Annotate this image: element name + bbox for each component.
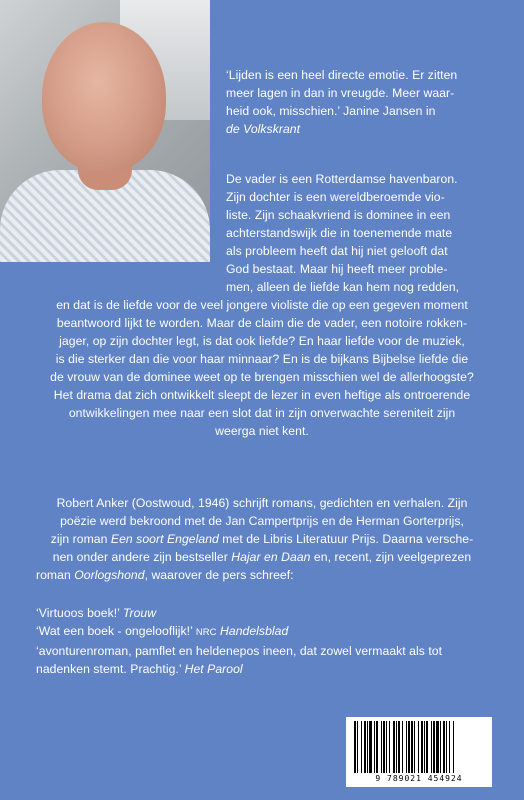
barcode-bar (453, 721, 454, 773)
barcode-bar (369, 721, 372, 773)
review-source: Trouw (122, 606, 157, 620)
barcode-bar (418, 721, 419, 773)
barcode-bars (354, 721, 484, 773)
barcode-bar (402, 721, 403, 773)
summary-line: en dat is de liefde voor de veel jongere violiste die op een gegeven moment (56, 298, 468, 312)
barcode-bar (386, 721, 387, 773)
isbn-barcode (346, 717, 492, 787)
barcode-bar (433, 721, 435, 773)
barcode-bar (361, 721, 362, 773)
summary-line: weerga niet kent. (215, 424, 309, 438)
barcode-bar (354, 721, 356, 773)
barcode-bar (411, 721, 413, 773)
review-source: Handelsblad (220, 624, 289, 638)
bio-line: nen onder andere zijn bestseller Hajar en Daan en, recent, zijn veelgeprezen (52, 550, 472, 564)
barcode-bar (406, 721, 407, 773)
quote-line: ‘Lijden is een heel directe emotie. Er zitten (226, 68, 458, 82)
barcode-bar (389, 721, 390, 773)
author-bio (36, 494, 488, 584)
review-source: Het Parool (184, 662, 243, 676)
summary-line: de vrouw van de dominee weet op te brengen misschien wel de allerhoogste? (50, 370, 474, 384)
bio-line: Robert Anker (Oostwoud, 1946) schrijft romans, gedichten en verhalen. Zijn (56, 496, 468, 510)
barcode-bar (374, 721, 375, 773)
photo-head (42, 22, 166, 172)
barcode-bar (431, 721, 432, 773)
summary-line: De vader is een Rotterdamse havenbaron. (226, 172, 458, 186)
barcode-bar (396, 721, 397, 773)
summary-line: is die sterker dan die voor haar minnaar? En is de bijkans Bijbelse liefde die (55, 352, 469, 366)
review-line: ‘Virtuoos boek!’ Trouw (36, 606, 157, 620)
barcode-bar (449, 721, 450, 773)
isbn-number: 9 789021 454924 (375, 774, 463, 783)
summary-line: jager, op zijn dochter legt, is dat ook liefde? En haar liefde voor de muziek, (59, 334, 465, 348)
summary-line: beantwoord lijkt te worden. Maar de claim die de vader, een notoire rokken- (56, 316, 468, 330)
summary-line: men, alleen de liefde kan hem nog redden, (226, 280, 460, 294)
barcode-bar (364, 721, 366, 773)
barcode-bar (381, 721, 382, 773)
barcode-bar (367, 721, 368, 773)
book-title: Een soort Engeland (110, 532, 219, 546)
summary-line: Zijn dochter is een wereldberoemde vio- (226, 190, 445, 204)
review-line: ‘Wat een boek - ongelooflijk!’ NRC Handelsblad (36, 624, 289, 638)
barcode-bar (446, 721, 447, 773)
book-title: Oorlogshond (74, 568, 145, 582)
barcode-bar (408, 721, 410, 773)
summary-line: Het drama dat zich ontwikkelt sleept de lezer in even heftige als ontroerende (53, 388, 471, 402)
book-title: Hajar en Daan (231, 550, 311, 564)
barcode-bar (426, 721, 428, 773)
barcode-bar (398, 721, 400, 773)
summary-top (226, 170, 516, 296)
review-line: ‘avonturenroman, pamflet en heldenepos ineen, dat zowel vermaakt als tot (36, 644, 443, 658)
bio-line: roman Oorlogshond, waarover de pers schreef: (36, 568, 294, 582)
barcode-bar (393, 721, 395, 773)
review-line: nadenken stemt. Prachtig.’ Het Parool (36, 662, 243, 676)
summary-line: liste. Zijn schaakvriend is dominee in een (226, 208, 451, 222)
bio-line: poëzie werd bekroond met de Jan Campertprijs en de Herman Gorterprijs, (60, 514, 464, 528)
summary-line: als probleem heeft dat hij niet gelooft dat (226, 244, 448, 258)
barcode-bar (383, 721, 385, 773)
quote-line: heid ook, misschien.’ Janine Jansen in (226, 104, 436, 118)
barcode-bar (357, 721, 358, 773)
summary-line: ontwikkelingen mee naar een slot dat in zijn onverwachte sereniteit zijn (68, 406, 456, 420)
barcode-bar (424, 721, 425, 773)
author-photo (0, 0, 210, 262)
quote-source: de Volkskrant (226, 122, 301, 136)
barcode-bar (376, 721, 378, 773)
opening-quote (226, 66, 516, 138)
press-reviews (36, 604, 488, 678)
barcode-bar (440, 721, 441, 773)
bio-line: zijn roman Een soort Engeland met de Libris Literatuur Prijs. Daarna versche- (50, 532, 474, 546)
summary-line: achterstandswijk die in toenemende mate (226, 226, 453, 240)
barcode-bar (436, 721, 439, 773)
summary-bottom (36, 296, 488, 440)
summary-line: God bestaat. Maar hij heeft meer proble- (226, 262, 448, 276)
quote-line: meer lagen in dan in vreugde. Meer waar- (226, 86, 455, 100)
barcode-bar (443, 721, 445, 773)
barcode-bar (414, 721, 415, 773)
barcode-bar (421, 721, 423, 773)
